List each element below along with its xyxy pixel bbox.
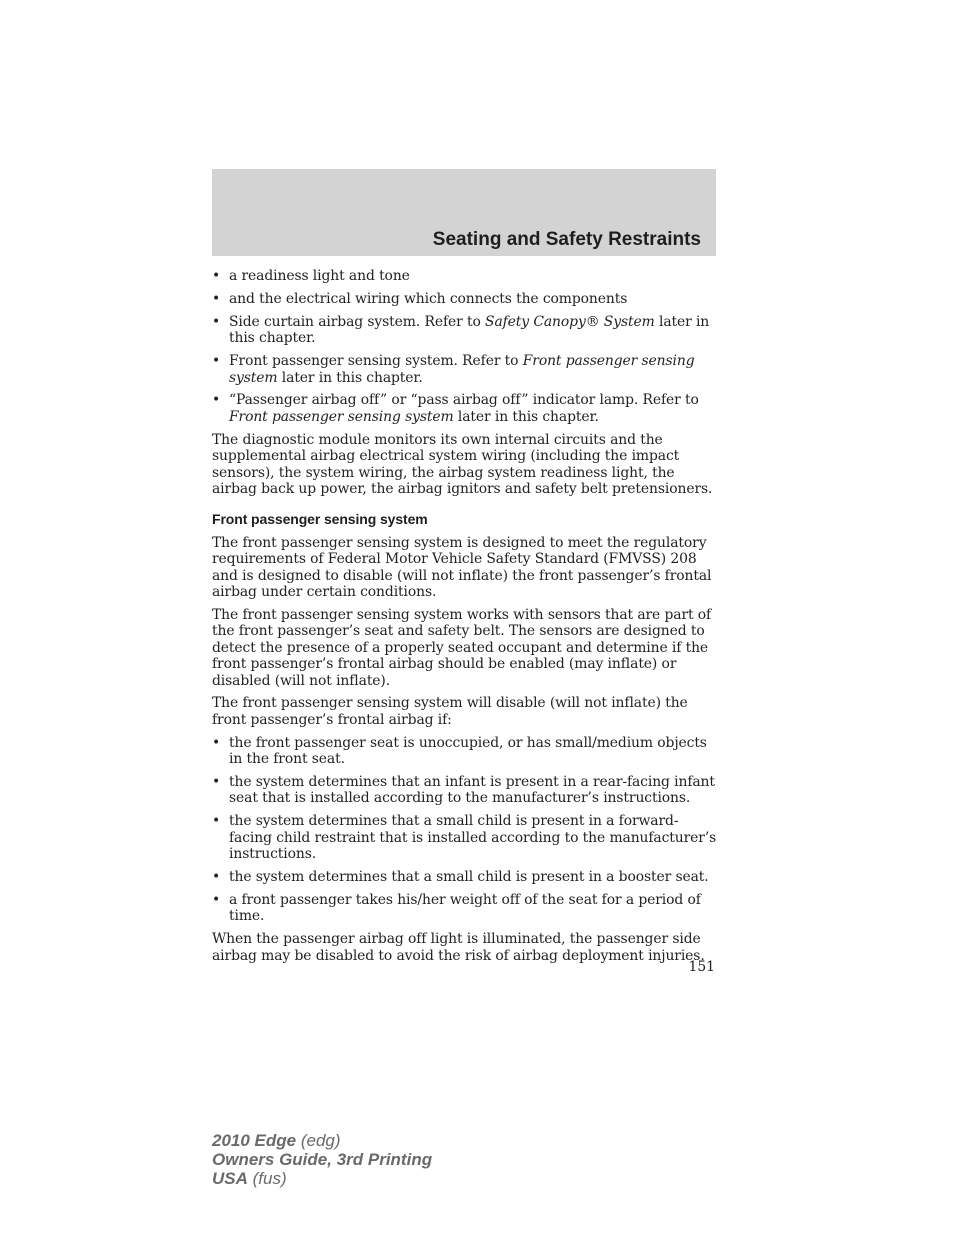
disable-conditions-list	[212, 735, 718, 925]
list-item: • a front passenger takes his/her weight off of the seat for a period of time.	[212, 892, 701, 925]
list-item: • the front passenger seat is unoccupied, or has small/medium objects in the front seat.	[212, 734, 707, 768]
component-bullet-list	[212, 268, 718, 425]
page-body	[212, 268, 718, 971]
body-paragraph: The front passenger sensing system will disable (will not inflate) the front passenger’s frontal airbag if:	[212, 695, 688, 728]
bullet-glyph: •	[212, 892, 221, 908]
section-header-band	[212, 169, 716, 256]
list-item: • Front passenger sensing system. Refer to Front passenger sensing system later in this chapter.	[212, 353, 695, 386]
list-item: • the system determines that a small child is present in a forward-facing child restraint that is installed according to the manufacturer’s instructions.	[212, 813, 717, 863]
diagnostic-paragraph: The diagnostic module monitors its own internal circuits and the supplemental airbag electrical system wiring (including the impact sensors), the system wiring, the airbag system readiness light, the airbag back up power, the airbag ignitors and safety belt pretensioners.	[212, 431, 713, 497]
bullet-glyph: •	[212, 290, 221, 307]
cross-reference: Front passenger sensing system	[229, 353, 695, 386]
list-item: • “Passenger airbag off” or “pass airbag off” indicator lamp. Refer to Front passenger sensing system later in this chapter.	[212, 392, 699, 425]
subheading: Front passenger sensing system	[212, 511, 428, 528]
bullet-glyph: •	[212, 869, 221, 886]
list-item: • the system determines that an infant is present in a rear-facing infant seat that is installed according to the manufacturer’s instructions.	[212, 774, 715, 807]
bullet-glyph: •	[212, 734, 221, 751]
page-number: 151	[688, 959, 715, 975]
list-item: • the system determines that a small child is present in a booster seat.	[212, 869, 709, 886]
bullet-glyph: •	[212, 813, 221, 830]
body-paragraph: The front passenger sensing system is designed to meet the regulatory requirements of Federal Motor Vehicle Safety Standard (FMVSS) 208 and is designed to disable (will not inflate) the front passenger’s frontal airbag under certain conditions.	[212, 534, 712, 600]
body-paragraph: When the passenger airbag off light is illuminated, the passenger side airbag may be disabled to avoid the risk of airbag deployment injuries.	[212, 931, 705, 964]
body-paragraph: The front passenger sensing system works with sensors that are part of the front passenger’s seat and safety belt. The sensors are designed to detect the presence of a properly seated occupant and determine if the front passenger’s frontal airbag should be enabled (may inflate) or disabled (will not inflate).	[212, 606, 712, 689]
bullet-glyph: •	[212, 392, 221, 409]
bullet-glyph: •	[212, 353, 221, 370]
bullet-glyph: •	[212, 774, 221, 791]
list-item: • Side curtain airbag system. Refer to Safety Canopy® System later in this chapter.	[212, 313, 710, 347]
footer-edition-line: Owners Guide, 3rd Printing	[212, 1150, 433, 1169]
document-footer	[212, 1131, 432, 1188]
cross-reference: Safety Canopy® System	[485, 313, 655, 330]
bullet-glyph: •	[212, 313, 221, 330]
footer-model-line: 2010 Edge (edg)	[212, 1131, 341, 1150]
cross-reference: Front passenger sensing system	[229, 408, 454, 425]
list-item: • and the electrical wiring which connects the components	[212, 290, 628, 307]
bullet-glyph: •	[212, 268, 221, 284]
section-title: Seating and Safety Restraints	[432, 229, 701, 250]
list-item: • a readiness light and tone	[212, 268, 410, 284]
footer-market-line: USA (fus)	[212, 1169, 287, 1188]
